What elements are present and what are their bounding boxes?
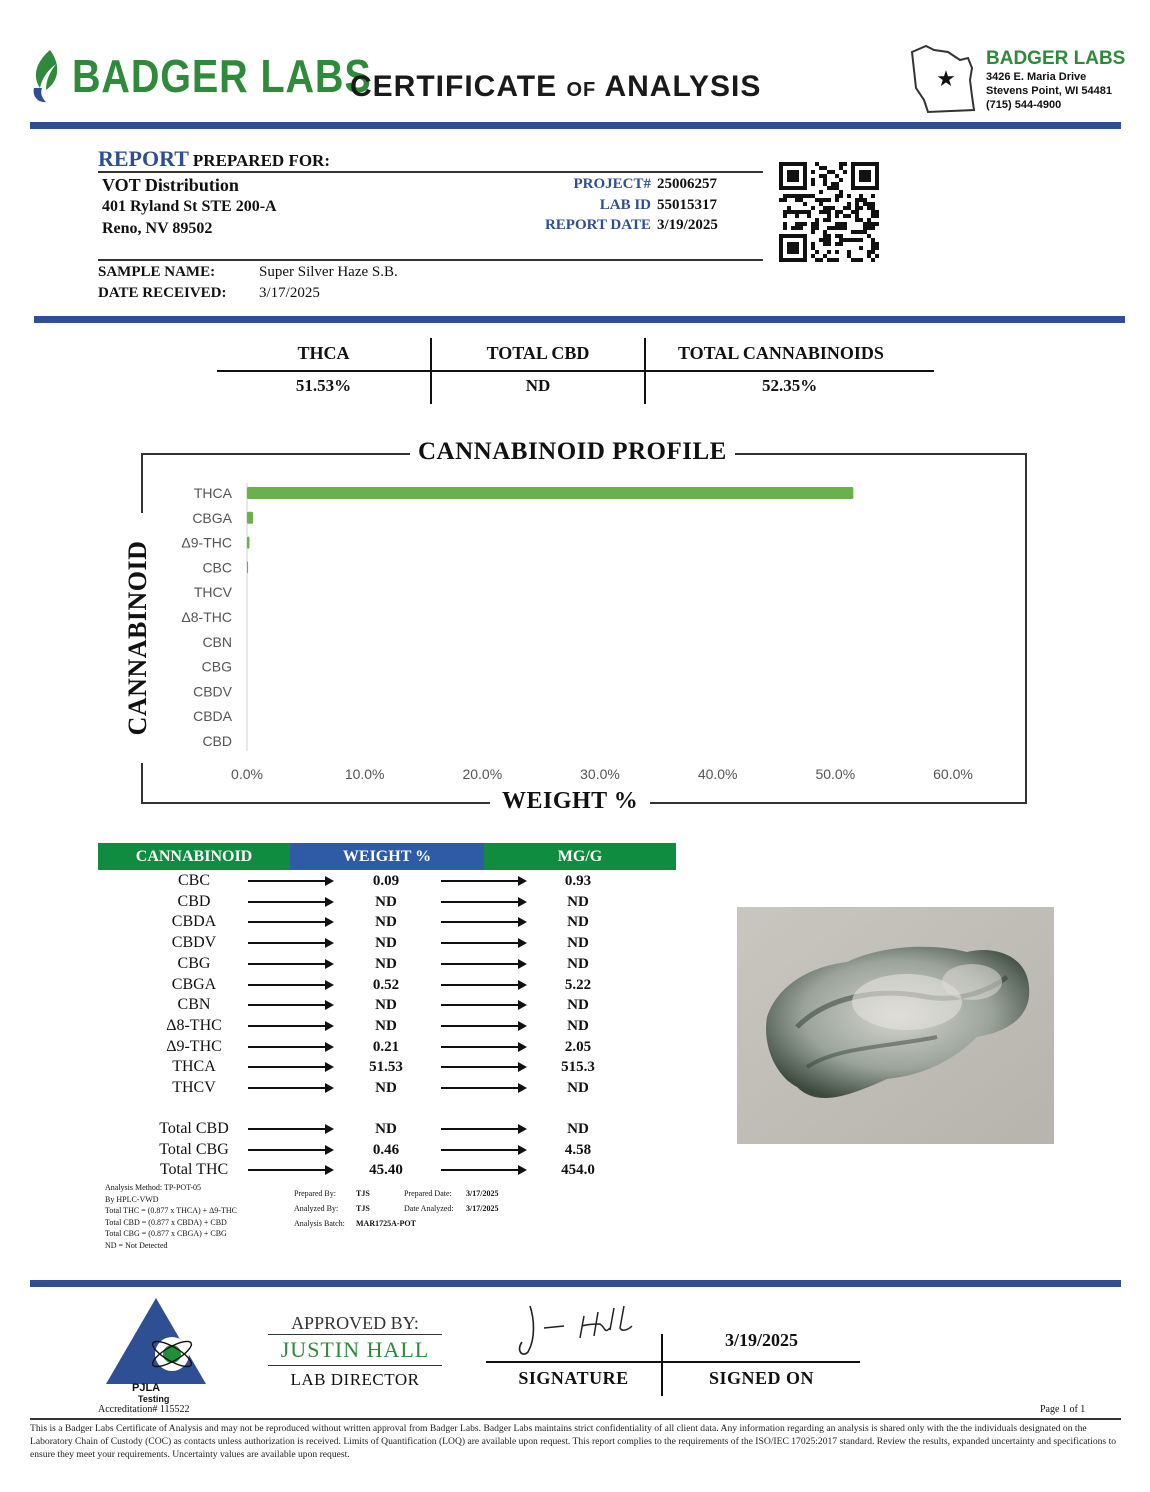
table-header-weight: WEIGHT % [290, 843, 484, 870]
analyzed-by: TJS [356, 1204, 370, 1213]
lab-address [986, 48, 1125, 112]
cannabinoid-name: CBGA [171, 975, 217, 993]
disclaimer-rule [30, 1418, 1121, 1420]
table-row [98, 892, 678, 913]
arrow-icon [248, 880, 332, 882]
note-cbg: Total CBG = (0.877 x CBGA) + CBG [105, 1229, 227, 1238]
y-tick-label: CBDA [193, 708, 232, 725]
table-row [98, 933, 678, 954]
cannabinoid-name: THCV [172, 1079, 216, 1096]
x-tick-label: 40.0% [697, 766, 738, 782]
table-header-mgg: MG/G [484, 843, 676, 870]
arrow-icon [248, 1087, 332, 1089]
cannabinoid-name: THCA [172, 1058, 216, 1076]
title-of: OF [566, 79, 597, 101]
lab-phone: (715) 544-4900 [986, 99, 1062, 111]
x-tick-label: 30.0% [580, 766, 620, 782]
mgg-value: ND [567, 935, 589, 952]
pjla-testing: Testing [138, 1394, 170, 1404]
bar-cbc [247, 561, 248, 573]
table-row [98, 1057, 678, 1078]
table-row [98, 1016, 678, 1037]
y-tick-label: CBC [202, 559, 232, 576]
cannabinoid-name: CBC [177, 872, 210, 889]
y-tick-label: THCV [193, 584, 232, 601]
mgg-value: ND [567, 1121, 589, 1137]
signed-on-date: 3/19/2025 [724, 1330, 798, 1350]
weight-value: ND [375, 1080, 397, 1096]
y-tick-label: CBGA [192, 509, 232, 526]
arrow-icon [248, 1066, 332, 1068]
y-tick-label: Δ9-THC [181, 534, 232, 551]
table-row [98, 912, 678, 933]
report-word: REPORT [98, 146, 189, 171]
signature-line [486, 1361, 860, 1363]
arrow-icon [248, 984, 332, 986]
table-row [98, 975, 678, 996]
project-block [520, 174, 718, 236]
weight-value: ND [375, 935, 397, 952]
arrow-icon [441, 901, 525, 903]
report-date-label: REPORT DATE [544, 217, 651, 233]
arrow-icon [248, 921, 332, 923]
summary-label: TOTAL CANNABINOIDS [678, 343, 884, 363]
arrow-icon [441, 942, 525, 944]
mgg-value: ND [567, 997, 589, 1014]
weight-value: 51.53 [369, 1059, 403, 1076]
cannabinoid-bar-chart [141, 455, 1025, 785]
brand-name: BADGER LABS [72, 50, 372, 102]
cannabinoid-name: CBDA [171, 913, 217, 931]
table-header-cannabinoid: CANNABINOID [98, 843, 290, 870]
pjla-logo-icon [98, 1296, 210, 1392]
mgg-value: 515.3 [561, 1059, 595, 1076]
note-cbd: Total CBD = (0.877 x CBDA) + CBD [105, 1217, 227, 1227]
section-rule [34, 316, 1125, 323]
chart-x-axis-label: WEIGHT % [490, 788, 650, 815]
arrow-icon [248, 901, 332, 903]
mgg-value: ND [567, 893, 589, 910]
table-row [98, 1037, 678, 1058]
project-number: 25006257 [657, 176, 717, 192]
prepared-date: 3/17/2025 [466, 1189, 499, 1198]
arrow-icon [248, 1149, 332, 1151]
wisconsin-map-icon [908, 40, 982, 116]
analyzed-by-label: Analyzed By: [294, 1204, 339, 1213]
mgg-value: 454.0 [561, 1162, 595, 1179]
mgg-value: ND [567, 955, 589, 972]
report-underline [98, 171, 763, 173]
client-name: VOT Distribution [102, 175, 239, 195]
approval-block [268, 1312, 442, 1394]
disclaimer-text: This is a Badger Labs Certificate of Analysis and may not be reproduced without written approval from Badger Labs. Badger Labs maintains strict confidentiality of all client data. Any information regarding an analysis is shared only with the the individuals designated on the Laboratory Chain of Custody (COC) as contacts unless authorization is received. Limits of Quantification (LOQ) are available upon request. This report complies to the requirements of the ISO/IEC 17025:2017 standard. Review the results, expanded uncertainty and specifications to ensure they meet your requirements. Uncertainty values are available upon request. [30, 1423, 1117, 1460]
chart-title: CANNABINOID PROFILE [410, 438, 735, 466]
summary-total-cbd [432, 338, 644, 404]
x-tick-label: 10.0% [344, 766, 385, 782]
x-tick-label: 60.0% [933, 766, 973, 782]
sample-name: Super Silver Haze S.B. [259, 264, 398, 280]
sample-block [98, 262, 398, 304]
summary-label: TOTAL CBD [486, 343, 590, 363]
document-title [350, 70, 761, 104]
arrow-icon [441, 921, 525, 923]
sample-rule [98, 259, 763, 261]
y-tick-label: CBG [201, 658, 232, 675]
arrow-icon [248, 1004, 332, 1006]
note-by: By HPLC-VWD [105, 1194, 159, 1204]
table-row [98, 1119, 678, 1140]
header-rule [30, 122, 1121, 129]
batch-label: Analysis Batch: [294, 1219, 345, 1228]
weight-value: ND [375, 997, 397, 1014]
arrow-icon [441, 1149, 525, 1151]
preparation-info [294, 1186, 514, 1231]
x-tick-label: 0.0% [231, 766, 263, 782]
table-row [98, 1078, 678, 1099]
title-analysis: ANALYSIS [604, 70, 762, 103]
arrow-icon [441, 1046, 525, 1048]
note-nd: ND = Not Detected [105, 1240, 168, 1250]
mgg-value: 0.93 [564, 873, 592, 889]
weight-value: ND [375, 955, 397, 972]
bar--9-thc [247, 537, 249, 549]
summary-thca [217, 338, 430, 404]
weight-value: 0.21 [372, 1038, 400, 1055]
arrow-icon [248, 942, 332, 944]
arrow-icon [441, 1066, 525, 1068]
weight-value: ND [375, 914, 397, 931]
weight-value: 45.40 [369, 1162, 403, 1179]
footer-rule [30, 1280, 1121, 1287]
client-street: 401 Ryland St STE 200-A [102, 198, 277, 215]
x-tick-label: 50.0% [815, 766, 856, 782]
y-tick-label: CBD [202, 733, 232, 749]
bar-thca [247, 487, 853, 499]
table-row [98, 995, 678, 1016]
labid-label: LAB ID [599, 196, 651, 213]
project-label: PROJECT# [573, 176, 651, 192]
weight-value: 0.52 [372, 976, 400, 993]
y-tick-label: CBDV [193, 683, 232, 700]
lab-name: BADGER LABS [986, 48, 1126, 69]
table-row [98, 871, 678, 892]
title-certificate: CERTIFICATE [350, 70, 558, 103]
y-tick-label: CBN [202, 633, 232, 650]
weight-value: 0.09 [372, 873, 400, 889]
y-tick-label: Δ8-THC [181, 609, 232, 625]
table-row [98, 1160, 678, 1181]
cannabinoid-name: CBD [177, 892, 211, 910]
prepared-date-label: Prepared Date: [404, 1189, 452, 1198]
report-date: 3/19/2025 [657, 217, 718, 233]
lab-id: 55015317 [657, 196, 717, 213]
arrow-icon [441, 963, 525, 965]
cannabinoid-name: CBN [177, 996, 211, 1014]
arrow-icon [248, 1128, 332, 1130]
arrow-icon [441, 880, 525, 882]
approved-by-label: APPROVED BY: [268, 1312, 442, 1335]
mgg-value: 2.05 [564, 1038, 592, 1055]
date-received: 3/17/2025 [259, 285, 320, 301]
mgg-value: ND [567, 1080, 589, 1096]
signature-label: SIGNATURE [518, 1368, 629, 1388]
cannabinoid-name: CBG [177, 954, 211, 972]
weight-value: ND [375, 893, 397, 910]
sample-label: SAMPLE NAME: [98, 264, 216, 280]
summary-value: 52.35% [762, 376, 818, 395]
batch: MAR1725A-POT [356, 1219, 416, 1228]
summary-table [217, 338, 934, 404]
cannabinoid-name: Total THC [159, 1161, 229, 1179]
approver-title: LAB DIRECTOR [290, 1370, 420, 1389]
client-city: Reno, NV 89502 [102, 220, 213, 237]
mgg-value: ND [567, 914, 589, 931]
arrow-icon [441, 1087, 525, 1089]
report-heading [98, 146, 330, 172]
signature-image [510, 1298, 640, 1362]
cannabinoid-name: Total CBG [159, 1140, 229, 1158]
cannabinoid-name: Total CBD [159, 1120, 229, 1137]
accreditation-number: Accreditation# 115522 [98, 1404, 190, 1415]
arrow-icon [441, 1128, 525, 1130]
arrow-icon [441, 1004, 525, 1006]
table-row [98, 954, 678, 975]
arrow-icon [248, 1169, 332, 1171]
mgg-value: 4.58 [564, 1141, 592, 1158]
arrow-icon [441, 1169, 525, 1171]
summary-value: 51.53% [295, 376, 352, 395]
sample-photo [737, 907, 1054, 1144]
pjla-accreditation [98, 1296, 210, 1415]
weight-value: ND [375, 1121, 397, 1137]
leaf-icon [30, 48, 64, 104]
lab-street: 3426 E. Maria Drive [986, 71, 1087, 83]
received-label: DATE RECEIVED: [98, 285, 227, 301]
cannabinoid-name: Δ9-THC [166, 1037, 222, 1055]
approver-name: JUSTIN HALL [268, 1335, 442, 1366]
weight-value: ND [375, 1017, 397, 1034]
qr-code-icon[interactable] [779, 162, 879, 262]
client-block [102, 174, 277, 240]
analyzed-date-label: Date Analyzed: [404, 1204, 454, 1213]
arrow-icon [248, 1046, 332, 1048]
note-thc: Total THC = (0.877 x THCA) + Δ9-THC [105, 1206, 237, 1215]
arrow-icon [441, 1025, 525, 1027]
weight-value: 0.46 [372, 1141, 400, 1158]
table-row [98, 1140, 678, 1161]
note-method: Analysis Method: TP-POT-05 [105, 1183, 202, 1192]
x-tick-label: 20.0% [462, 766, 503, 782]
prepared-for: PREPARED FOR: [192, 151, 330, 170]
bar-cbga [247, 512, 253, 524]
mgg-value: 5.22 [564, 976, 592, 993]
signed-on-label: SIGNED ON [708, 1368, 815, 1388]
page-number: Page 1 of 1 [1040, 1404, 1086, 1415]
method-notes [105, 1182, 237, 1251]
prepared-by-label: Prepared By: [294, 1189, 336, 1198]
arrow-icon [441, 984, 525, 986]
cannabinoid-name: Δ8-THC [166, 1016, 222, 1034]
svg-text:★: ★ [936, 67, 956, 92]
cannabinoid-name: CBDV [171, 934, 217, 952]
summary-total-cannabinoids [646, 338, 934, 404]
mgg-value: ND [567, 1017, 589, 1034]
arrow-icon [248, 963, 332, 965]
prepared-by: TJS [356, 1189, 370, 1198]
y-tick-label: THCA [193, 485, 232, 501]
arrow-icon [248, 1025, 332, 1027]
chart-y-axis-label: CANNABINOID [123, 513, 159, 763]
analyzed-date: 3/17/2025 [466, 1204, 499, 1213]
summary-label: THCA [297, 343, 350, 363]
pjla-text: PJLA [132, 1382, 161, 1394]
summary-value: ND [525, 376, 551, 395]
lab-city: Stevens Point, WI 54481 [986, 85, 1112, 97]
